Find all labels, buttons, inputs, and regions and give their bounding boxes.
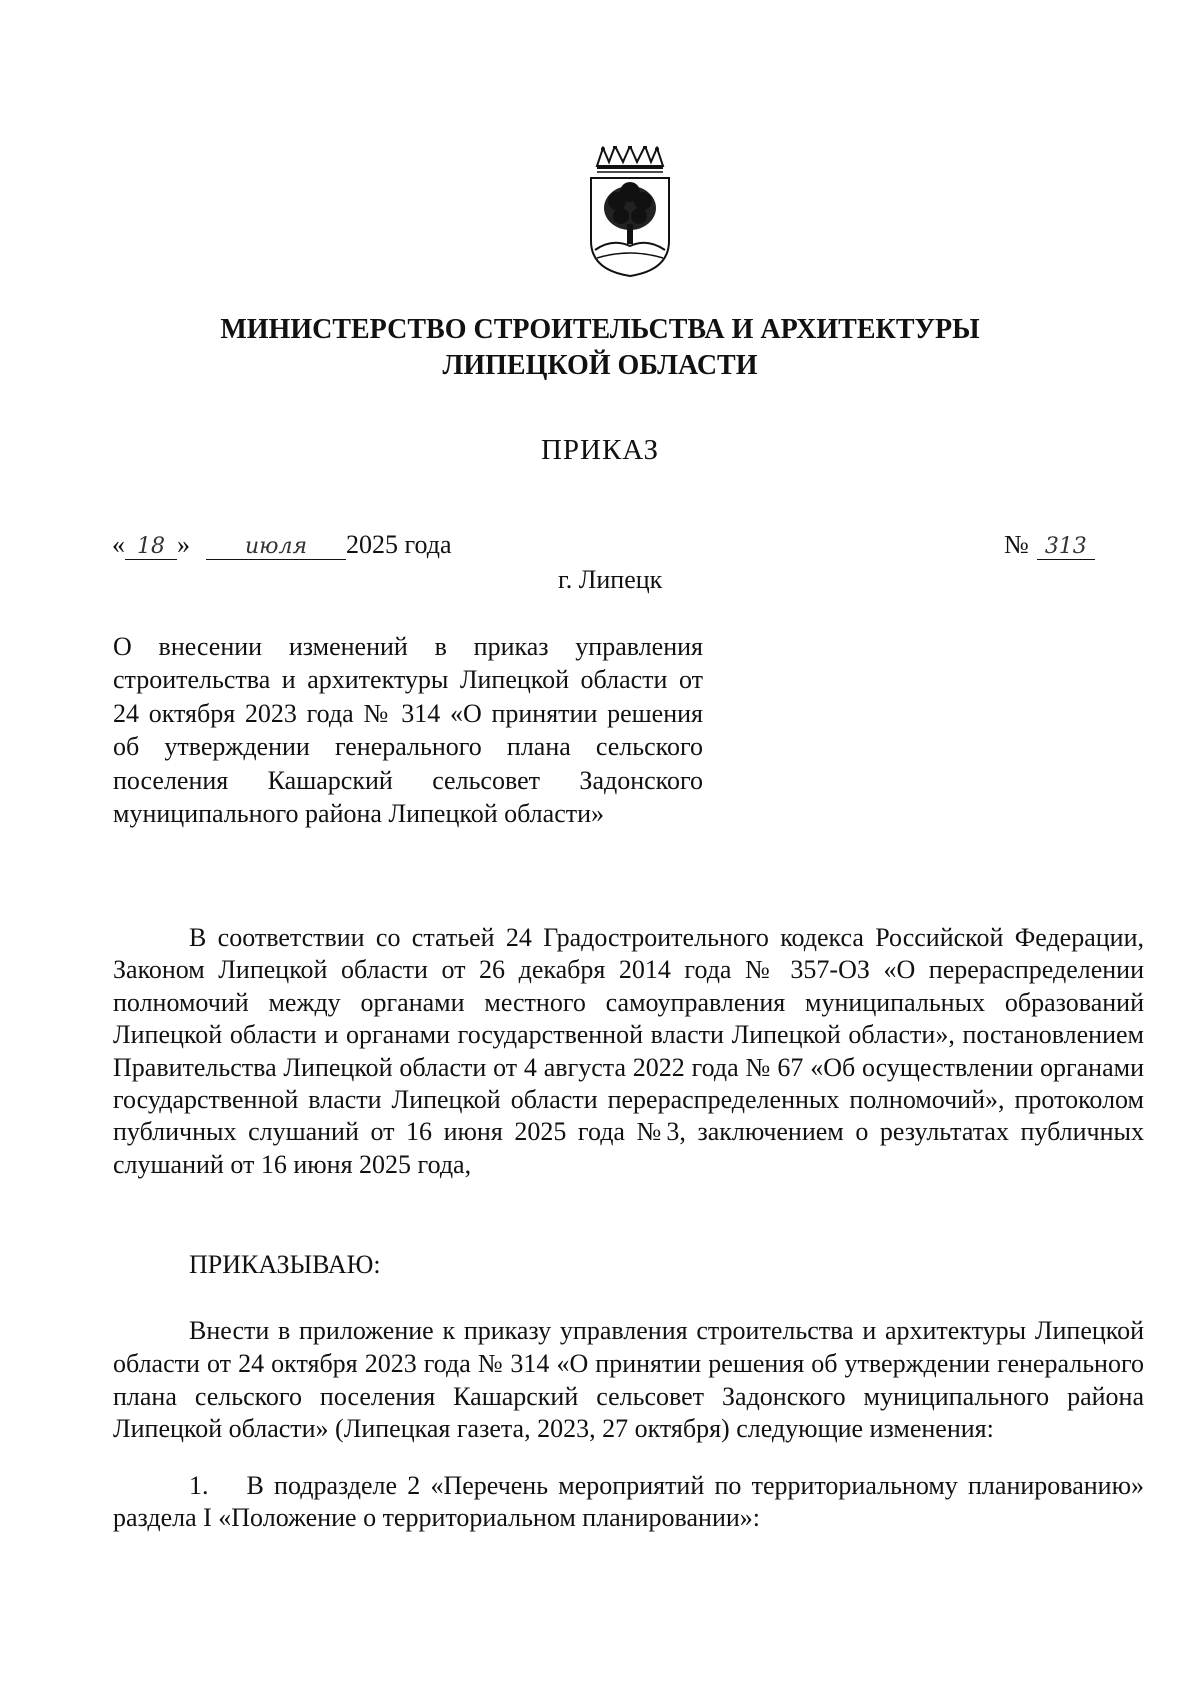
city: г. Липецк [558, 565, 663, 594]
ministry-name-line2: ЛИПЕЦКОЙ ОБЛАСТИ [442, 350, 758, 381]
preamble-text: В соответствии со статьей 24 Градостроительного кодекса Российской Федерации, Законом Липецкой области от 26 декабря 2014 года № 357-ОЗ «О перераспределении полномочий между органами местного самоуправления муниципальных образований Липецкой области и органами государственной власти Липецкой области», постановлением Правительства Липецкой области от 4 августа 2022 года № 67 «Об осуществлении органами государственной власти Липецкой области перераспределенных полномочий», протоколом публичных слушаний от 16 июня 2025 года №3, заключением о результатах публичных слушаний от 16 июня 2025 года, [113, 923, 1144, 1179]
date-year: 2025 года [346, 530, 452, 559]
date-month-handwritten: июля [206, 534, 346, 560]
order-date [112, 530, 452, 560]
order-title [113, 630, 703, 830]
number-value-handwritten: 313 [1037, 534, 1095, 560]
main-paragraph [113, 1315, 1144, 1446]
order-title-text: О внесении изменений в приказ управления строительства и архитектуры Липецкой области от 24 октября 2023 года № 314 «О принятии решения об утверждении генерального плана сельского поселения Кашарский сельсовет Задонского муниципального района Липецкой области» [113, 632, 703, 829]
ministry-name [0, 312, 1200, 384]
order-word: ПРИКАЗЫВАЮ: [189, 1250, 381, 1279]
preamble-paragraph [113, 922, 1144, 1181]
date-close-quote: » [177, 530, 190, 559]
number-label: № [1004, 530, 1029, 559]
item-1-text [113, 1470, 1144, 1535]
order-number [1004, 530, 1095, 560]
document-type: ПРИКАЗ [540, 434, 660, 466]
coat-of-arms-icon [587, 146, 673, 277]
item-1 [113, 1470, 1144, 1535]
item-1-body: В подразделе 2 «Перечень мероприятий по территориальному планированию» раздела I «Положение о территориальном планировании»: [113, 1471, 1144, 1533]
main-paragraph-text: Внести в приложение к приказу управления строительства и архитектуры Липецкой области от 24 октября 2023 года № 314 «О принятии решения об утверждении генерального плана сельского поселения Кашарский сельсовет Задонского муниципального района Липецкой области» (Липецкая газета, 2023, 27 октября) следующие изменения: [113, 1316, 1144, 1444]
date-open-quote: « [112, 530, 125, 559]
date-day-handwritten: 18 [125, 534, 177, 560]
ministry-name-line1: МИНИСТЕРСТВО СТРОИТЕЛЬСТВА И АРХИТЕКТУРЫ [220, 314, 980, 345]
item-1-number: 1. [189, 1471, 209, 1500]
